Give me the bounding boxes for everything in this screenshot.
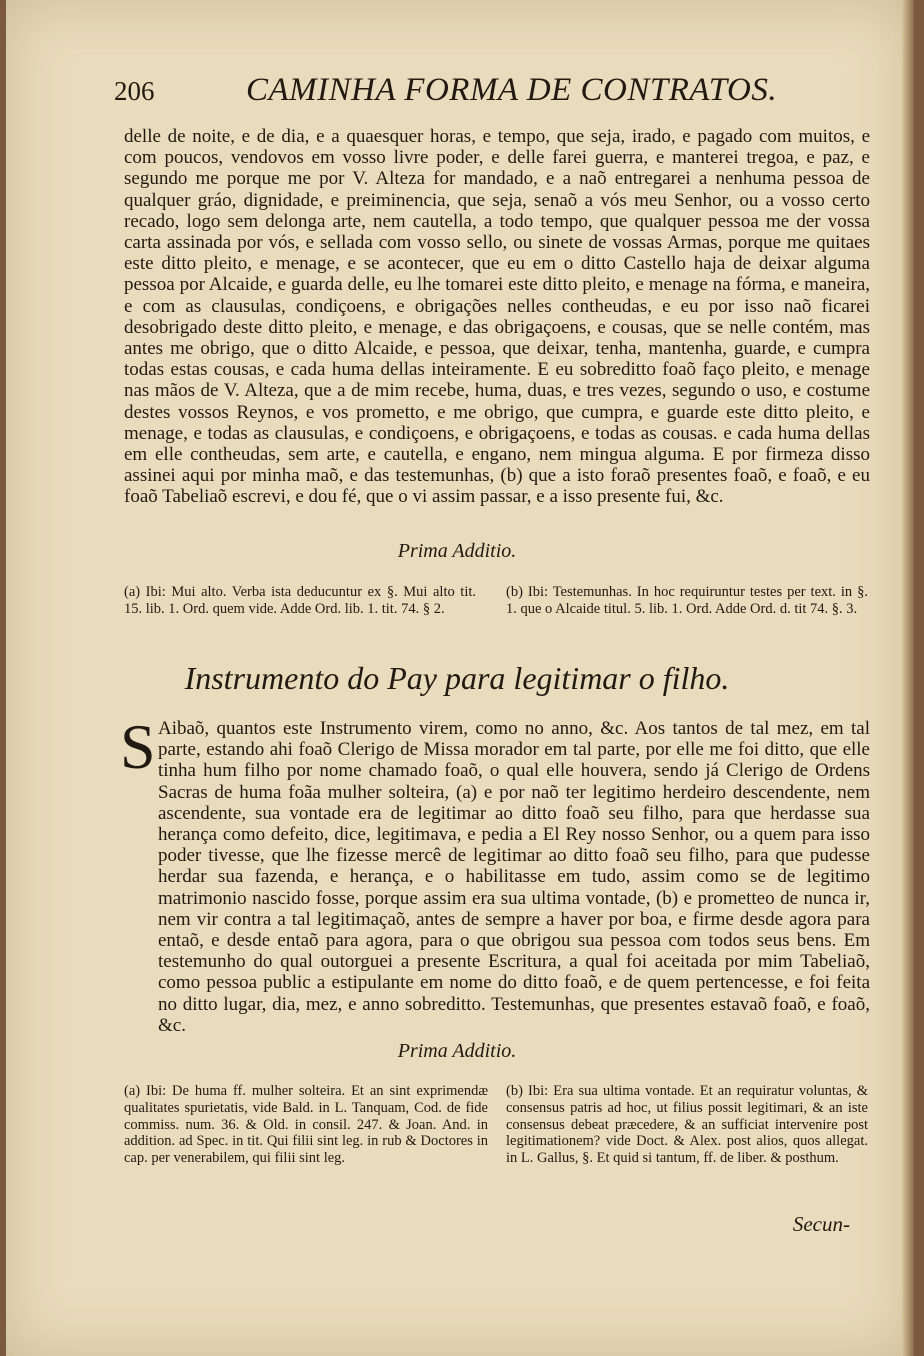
paragraph-contract-continuation: delle de noite, e de dia, e a quaesquer horas, e tempo, que seja, irado, e pagado com muitos, e com poucos, vendovos em vosso livre poder, e delle farei guerra, e manterei tregoa, e paz, e segundo me porque me por V. Alteza for mandado, e a naõ entregarei a nenhuma pessoa de qualquer gráo, dignidade, e preiminencia, que seja, senaõ a vós meu Senhor, ou a vosso certo recado, logo sem delonga arte, nem cautella, a todo tempo, que qualquer pessoa me der vossa carta assinada por vós, e sellada com vosso sello, ou sinete de vossas Armas, porque me quitaes este ditto pleito, e menage, e se acontecer, que eu em o ditto Castello haja de deixar alguma pessoa por Alcaide, e guarda delle, eu lhe tomarei este ditto pleito, e menage na fórma, e maneira, e com as clausulas, condiçoens, e obrigações nelles contheudas, e eu por isso naõ ficarei desobrigado deste ditto pleito, e menage, e das obrigaçoens, e cousas, que se nelle contém, mas antes me obrigo, que o ditto Alcaide, e pessoa, que deixar, tenha, mantenha, guarde, e cumpra todas estas cousas, e cada huma dellas inteiramente. E eu sobreditto foaõ faço pleito, e menage nas mãos de V. Alteza, que a de mim recebe, huma, duas, e tres vezes, segundo o uso, e costume destes vossos Reynos, e vos prometto, e me obrigo, que cumpra, e guarde este ditto pleito, e menage, e todas as clausulas, e condiçoens, e obrigaçoens, e todas as cousas. e cada huma dellas em elle contheudas, sem arte, e cautella, e engano, nem mingua alguma. E por firmeza disso assinei aqui por minha maõ, e das testemunhas, (b) que a isto foraõ presentes foaõ, e foaõ, e eu foaõ Tabeliaõ escrevi, e dou fé, que o vi assim passar, e a isso presente fui, &c. [124, 126, 870, 508]
footnote-a-2: (a) Ibi: De huma ff. mulher solteira. Et an sint exprimendæ qualitates spurietatis, vide Bald. in L. Tanquam, Cod. de fide commiss. num. 36. & Old. in consil. 247. & Joan. And. in addition. ad Spec. in tit. Qui filii sint leg. in rub & Doctores in cap. per venerabilem, qui filii sint leg. [124, 1083, 488, 1167]
book-page [6, 0, 908, 1356]
additio-heading-1: Prima Additio. [397, 540, 517, 562]
additio-heading-2: Prima Additio. [397, 1040, 517, 1062]
page-number: 206 [114, 76, 155, 106]
drop-cap: S [120, 711, 156, 782]
page-header [114, 72, 874, 118]
catchword: Secun- [792, 1212, 850, 1236]
footnote-a-1: (a) Ibi: Mui alto. Verba ista deducuntur ex §. Mui alto tit. 15. lib. 1. Ord. quem vide. Adde Ord. lib. 1. tit. 74. § 2. [124, 584, 476, 617]
paragraph-legitimation: Aibaõ, quantos este Instrumento virem, como no anno, &c. Aos tantos de tal mez, em tal parte, estando ahi foaõ Clerigo de Missa morador em tal parte, por elle me foi ditto, que elle tinha hum filho por nome chamado foaõ, o qual elle houvera, sendo já Clerigo de Ordens Sacras de huma foãa mulher solteira, (a) e por naõ ter legitimo herdeiro descendente, nem ascendente, sua vontade era de legitimar ao ditto foaõ seu filho, para que herdasse sua herança como defeito, dice, legitimava, e pedia a El Rey nosso Senhor, ou a quem para isso poder tivesse, que lhe fizesse mercê de legitimar ao ditto foaõ seu filho, para que pudesse herdar sua fazenda, e herança, e o habilitasse em tudo, assim como se de legitimo matrimonio nascido fosse, porque assim era sua ultima vontade, (b) e prometteo de nunca ir, nem vir contra a tal legitimaçaõ, antes de sempre a haver por boa, e firme desde agora para entaõ, e desde entaõ para agora, para o que obrigou sua pessoa com todos seus bens. Em testemunho do qual outorguei a presente Escritura, a qual foi aceitada por mim Tabeliaõ, como pessoa public a estipulante em nome do ditto foaõ, e de quem pertencesse, e foi feita no ditto lugar, dia, mez, e anno sobreditto. Testemunhas, que presentes estavaõ foaõ, e foaõ, &c. [158, 718, 870, 1036]
footnote-b-2: (b) Ibi: Era sua ultima vontade. Et an requiratur voluntas, & consensus patris ad hoc, ut filius possit legitimari, & an iste consensus debeat præcedere, & an sufficiat intervenire post legitimationem? vide Doct. & Alex. post alios, quos allegat. in L. Gallus, §. Et quid si tantum, ff. de liber. & posthum. [506, 1083, 868, 1167]
instrument-title: Instrumento do Pay para legitimar o filho. [184, 660, 730, 696]
running-title: CAMINHA FORMA DE CONTRATOS. [246, 72, 778, 108]
footnote-b-1: (b) Ibi: Testemunhas. In hoc requiruntur testes per text. in §. 1. que o Alcaide titul. 5. lib. 1. Ord. Adde Ord. d. tit 74. §. 3. [506, 584, 868, 617]
